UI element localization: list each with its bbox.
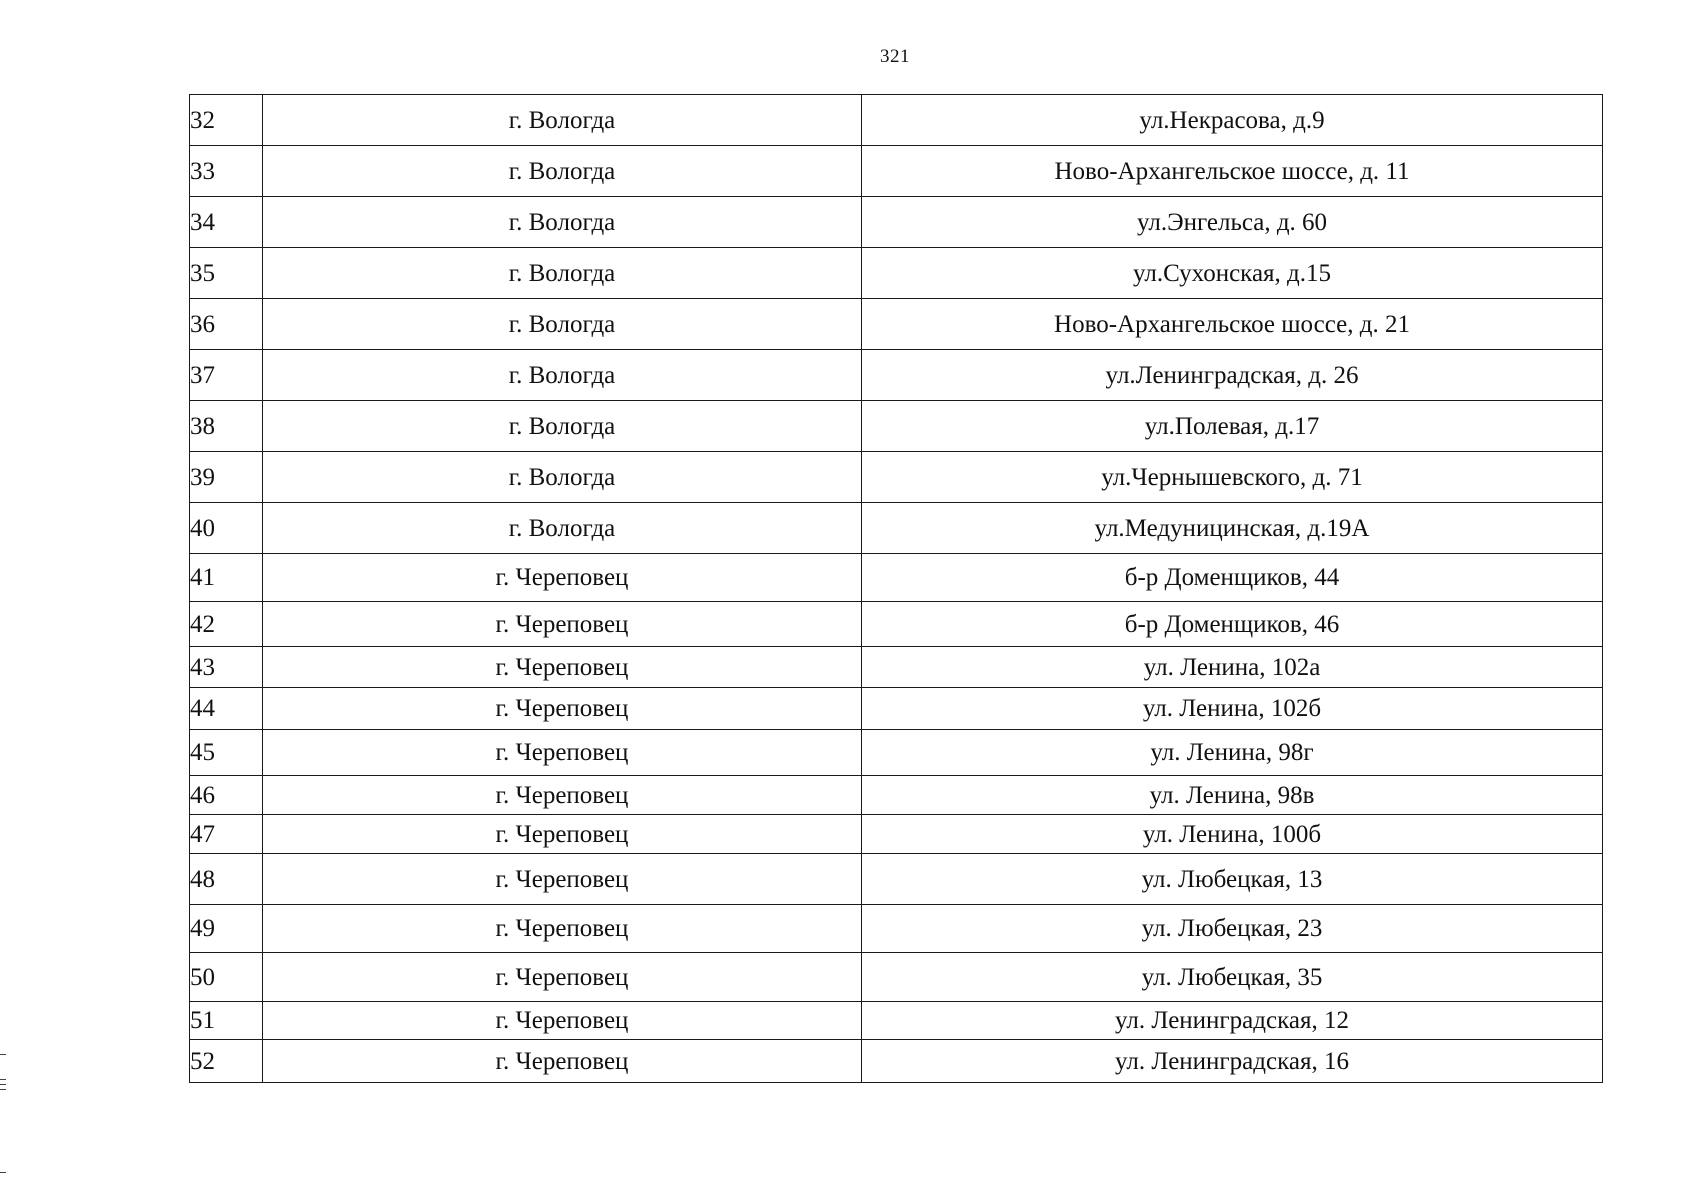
- table-row: [190, 854, 1603, 905]
- scan-margin-mark: [0, 1084, 6, 1085]
- row-number: 43: [190, 647, 263, 688]
- city-cell: г. Череповец: [263, 953, 862, 1002]
- table-row: [190, 452, 1603, 503]
- city-cell: г. Череповец: [263, 730, 862, 776]
- table-row: [190, 602, 1603, 647]
- scan-margin-mark: [0, 1089, 6, 1090]
- row-number: 50: [190, 953, 263, 1002]
- city-cell: г. Череповец: [263, 602, 862, 647]
- table-row: [190, 248, 1603, 299]
- table-row: [190, 146, 1603, 197]
- row-number: 46: [190, 776, 263, 815]
- row-number: 42: [190, 602, 263, 647]
- row-number: 39: [190, 452, 263, 503]
- row-number: 41: [190, 554, 263, 602]
- address-cell: ул. Любецкая, 13: [862, 854, 1603, 905]
- table-row: [190, 1040, 1603, 1083]
- city-cell: г. Череповец: [263, 1040, 862, 1083]
- table-row: [190, 350, 1603, 401]
- address-cell: ул. Ленина, 102б: [862, 688, 1603, 730]
- table-row: [190, 95, 1603, 146]
- table-row: [190, 815, 1603, 854]
- address-table: [189, 94, 1603, 1083]
- table-row: [190, 688, 1603, 730]
- address-cell: ул.Некрасова, д.9: [862, 95, 1603, 146]
- row-number: 34: [190, 197, 263, 248]
- city-cell: г. Череповец: [263, 905, 862, 953]
- city-cell: г. Вологда: [263, 503, 862, 554]
- address-cell: ул.Полевая, д.17: [862, 401, 1603, 452]
- scan-margin-mark: [0, 1079, 6, 1080]
- city-cell: г. Вологда: [263, 299, 862, 350]
- row-number: 37: [190, 350, 263, 401]
- scan-margin-mark: [0, 1054, 6, 1055]
- address-cell: ул.Ленинградская, д. 26: [862, 350, 1603, 401]
- row-number: 52: [190, 1040, 263, 1083]
- city-cell: г. Череповец: [263, 688, 862, 730]
- address-table-body: [190, 95, 1603, 1083]
- city-cell: г. Вологда: [263, 95, 862, 146]
- scan-margin-mark: [0, 1172, 6, 1173]
- city-cell: г. Вологда: [263, 401, 862, 452]
- row-number: 47: [190, 815, 263, 854]
- address-cell: ул.Чернышевского, д. 71: [862, 452, 1603, 503]
- city-cell: г. Череповец: [263, 1002, 862, 1040]
- city-cell: г. Вологда: [263, 452, 862, 503]
- page-number: 321: [880, 46, 910, 67]
- row-number: 45: [190, 730, 263, 776]
- address-cell: ул.Сухонская, д.15: [862, 248, 1603, 299]
- table-row: [190, 299, 1603, 350]
- row-number: 32: [190, 95, 263, 146]
- address-cell: Ново-Архангельское шоссе, д. 21: [862, 299, 1603, 350]
- address-cell: ул. Ленина, 98в: [862, 776, 1603, 815]
- address-cell: ул.Энгельса, д. 60: [862, 197, 1603, 248]
- address-cell: ул. Любецкая, 35: [862, 953, 1603, 1002]
- address-cell: б-р Доменщиков, 44: [862, 554, 1603, 602]
- row-number: 51: [190, 1002, 263, 1040]
- table-row: [190, 401, 1603, 452]
- table-row: [190, 554, 1603, 602]
- row-number: 40: [190, 503, 263, 554]
- row-number: 49: [190, 905, 263, 953]
- city-cell: г. Череповец: [263, 647, 862, 688]
- table-row: [190, 776, 1603, 815]
- row-number: 38: [190, 401, 263, 452]
- table-row: [190, 503, 1603, 554]
- table-row: [190, 647, 1603, 688]
- row-number: 36: [190, 299, 263, 350]
- table-row: [190, 197, 1603, 248]
- city-cell: г. Череповец: [263, 854, 862, 905]
- address-cell: ул. Любецкая, 23: [862, 905, 1603, 953]
- table-row: [190, 953, 1603, 1002]
- address-cell: ул. Ленина, 102а: [862, 647, 1603, 688]
- city-cell: г. Череповец: [263, 776, 862, 815]
- row-number: 48: [190, 854, 263, 905]
- address-cell: б-р Доменщиков, 46: [862, 602, 1603, 647]
- address-cell: ул. Ленина, 100б: [862, 815, 1603, 854]
- city-cell: г. Череповец: [263, 815, 862, 854]
- table-row: [190, 905, 1603, 953]
- address-cell: ул. Ленинградская, 12: [862, 1002, 1603, 1040]
- row-number: 33: [190, 146, 263, 197]
- row-number: 35: [190, 248, 263, 299]
- address-cell: ул. Ленина, 98г: [862, 730, 1603, 776]
- address-cell: Ново-Архангельское шоссе, д. 11: [862, 146, 1603, 197]
- table-row: [190, 1002, 1603, 1040]
- city-cell: г. Череповец: [263, 554, 862, 602]
- address-cell: ул. Ленинградская, 16: [862, 1040, 1603, 1083]
- city-cell: г. Вологда: [263, 197, 862, 248]
- row-number: 44: [190, 688, 263, 730]
- city-cell: г. Вологда: [263, 146, 862, 197]
- city-cell: г. Вологда: [263, 248, 862, 299]
- table-row: [190, 730, 1603, 776]
- city-cell: г. Вологда: [263, 350, 862, 401]
- address-cell: ул.Медуницинская, д.19А: [862, 503, 1603, 554]
